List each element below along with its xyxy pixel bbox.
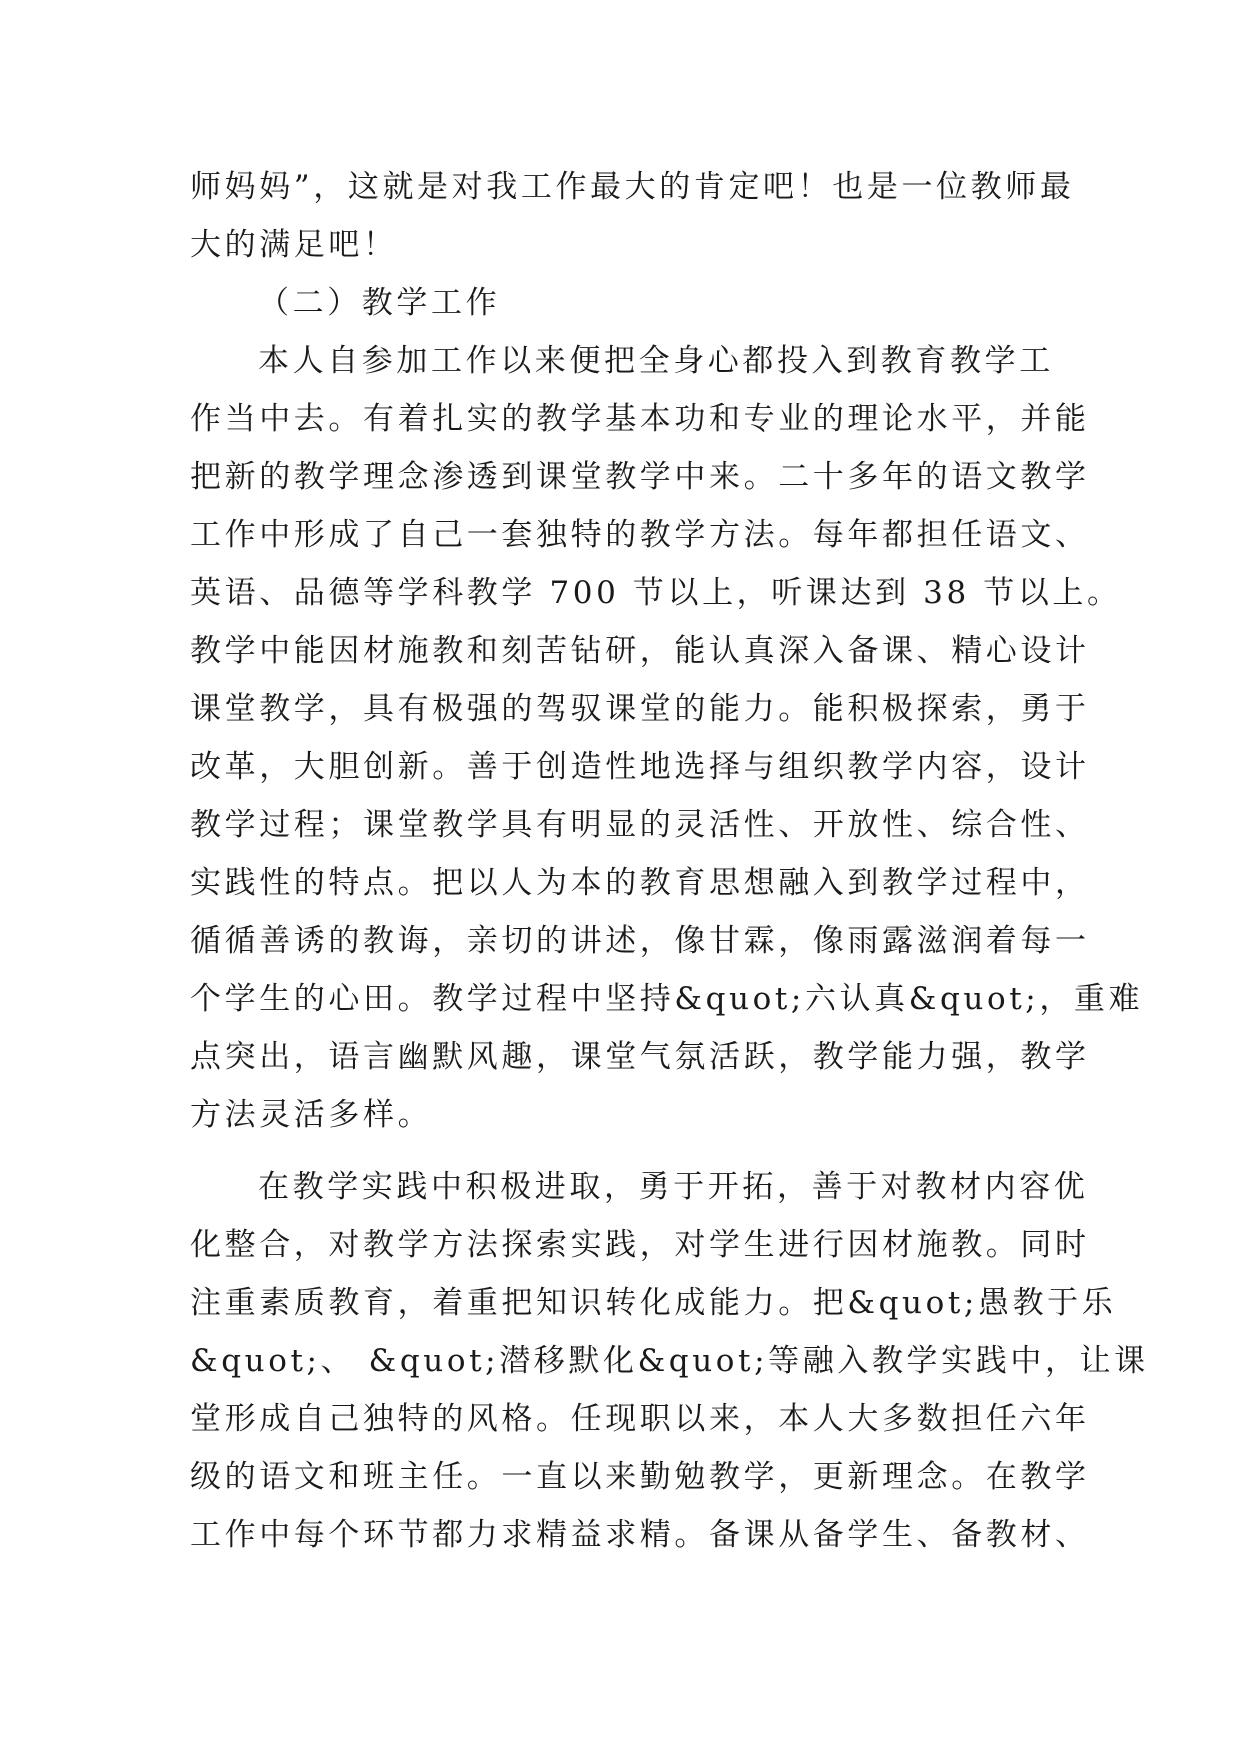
text-line: 循循善诱的教诲，亲切的讲述，像甘霖，像雨露滋润着每一 [190,923,1090,959]
text-line: 个学生的心田。教学过程中坚持&quot;六认真&quot;，重难 [190,981,1144,1017]
text-line: 级的语文和班主任。一直以来勤勉教学，更新理念。在教学 [190,1459,1090,1495]
text-line: 把新的教学理念渗透到课堂教学中来。二十多年的语文教学 [190,459,1090,495]
text-line: 作当中去。有着扎实的教学基本功和专业的理论水平，并能 [190,401,1090,437]
text-line: 工作中每个环节都力求精益求精。备课从备学生、备教材、 [190,1517,1090,1553]
section-heading: （二）教学工作 [258,285,501,321]
text-line: 在教学实践中积极进取，勇于开拓，善于对教材内容优 [258,1169,1089,1205]
text-line: 师妈妈”，这就是对我工作最大的肯定吧！也是一位教师最 [190,169,1075,205]
text-line: &quot;、 &quot;潜移默化&quot;等融入教学实践中，让课 [190,1343,1149,1379]
text-line: 工作中形成了自己一套独特的教学方法。每年都担任语文、 [190,517,1090,553]
text-line: 化整合，对教学方法探索实践，对学生进行因材施教。同时 [190,1227,1090,1263]
text-line: 注重素质教育，着重把知识转化成能力。把&quot;愚教于乐 [190,1285,1117,1321]
body-text [190,158,1149,1564]
text-line: 教学中能因材施教和刻苦钻研，能认真深入备课、精心设计 [190,633,1090,669]
text-line: 大的满足吧！ [190,227,398,263]
text-line: 方法灵活多样。 [190,1097,433,1133]
text-line: 课堂教学，具有极强的驾驭课堂的能力。能积极探索，勇于 [190,691,1090,727]
text-line: 堂形成自己独特的风格。任现职以来，本人大多数担任六年 [190,1401,1090,1437]
text-line: 教学过程；课堂教学具有明显的灵活性、开放性、综合性、 [190,807,1090,843]
text-line: 点突出，语言幽默风趣，课堂气氛活跃，教学能力强，教学 [190,1039,1090,1075]
text-line: 英语、品德等学科教学 700 节以上，听课达到 38 节以上。 [190,575,1122,611]
text-line: 改革，大胆创新。善于创造性地选择与组织教学内容，设计 [190,749,1090,785]
text-line: 本人自参加工作以来便把全身心都投入到教育教学工 [258,343,1054,379]
text-line: 实践性的特点。把以人为本的教育思想融入到教学过程中， [190,865,1090,901]
